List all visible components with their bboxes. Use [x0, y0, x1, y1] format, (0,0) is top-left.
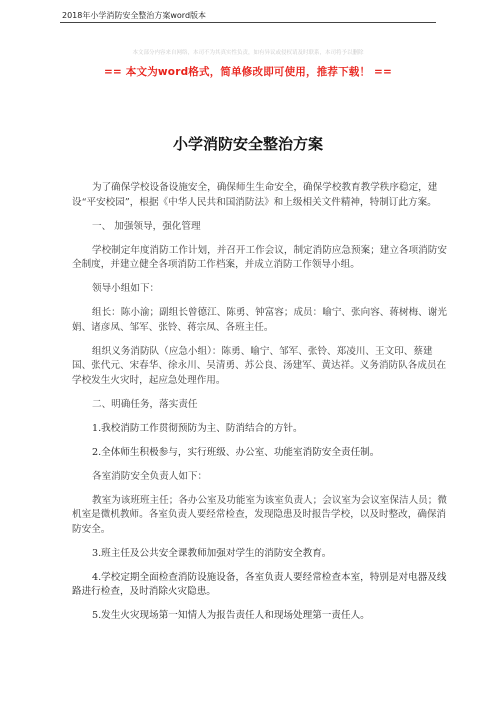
numbered-item: 1.我校消防工作贯彻预防为主、防消结合的方针。	[92, 422, 303, 434]
header-divider	[60, 22, 436, 23]
body-paragraph: 教室为该班班主任；各办公室及功能室为该室负责人；会议室为会议室保洁人员；微机室是微机教师。各室负责人要经常检查，发现隐患及时报告学校，以及时整改，确保消防安全。	[72, 494, 447, 535]
section-heading-2: 二、明确任务，落实责任	[92, 398, 198, 410]
document-title: 小学消防安全整治方案	[172, 135, 323, 153]
numbered-item: 3.班主任及公共安全课教师加强对学生的消防安全教育。	[92, 547, 332, 559]
disclaimer-note: 本文部分内容来自网络，本司不为其真实性负责，如有异议或侵权请及时联系，本司将予以删除	[132, 50, 364, 56]
body-paragraph: 组长：陈小渝；副组长曾德江、陈勇、钟富容；成员：喻宁、张向容、蒋树梅、谢光娟、诸彦凤、邹军、张铃、蒋宗凤、各班主任。	[72, 307, 447, 333]
intro-paragraph: 为了确保学校设备设施安全，确保师生生命安全，确保学校教育教学秩序稳定，建设“平安校园”，根据《中华人民共和国消防法》和上级相关文件精神，特制订此方案。	[72, 182, 438, 208]
numbered-item: 5.发生火灾现场第一知情人为报告责任人和现场处理第一责任人。	[92, 610, 370, 621]
body-paragraph: 学校制定年度消防工作计划，并召开工作会议，制定消防应急预案；建立各项消防安全制度，并建立健全各项消防工作档案，并成立消防工作领导小组。	[72, 244, 447, 270]
document-body	[72, 181, 450, 633]
body-paragraph: 领导小组如下：	[92, 283, 160, 294]
numbered-item: 4.学校定期全面检查消防设施设备，各室负责人要经常检查本室，特别是对电器及线路进行检查，及时消除火灾隐患。	[72, 571, 447, 597]
numbered-item: 2.全体师生积极参与，实行班级、办公室、功能室消防安全责任制。	[92, 446, 380, 458]
body-paragraph: 各室消防安全负责人如下：	[92, 470, 208, 482]
promo-banner: == 本文为word格式，简单修改即可使用，推荐下载！ ==	[103, 66, 393, 78]
body-paragraph: 组织义务消防队（应急小组）：陈勇、喻宁、邹军、张铃、郑凌川、王文印、蔡建国、张代元、宋春华、徐永川、吴清勇、苏公良、汤建军、黄达祥。义务消防队各成员在学校发生火灾时，起应急处理作用。	[72, 345, 447, 386]
page-header-title: 2018年小学消防安全整治方案word版本	[62, 11, 207, 20]
section-heading-1: 一、 加强领导，强化管理	[92, 220, 201, 232]
